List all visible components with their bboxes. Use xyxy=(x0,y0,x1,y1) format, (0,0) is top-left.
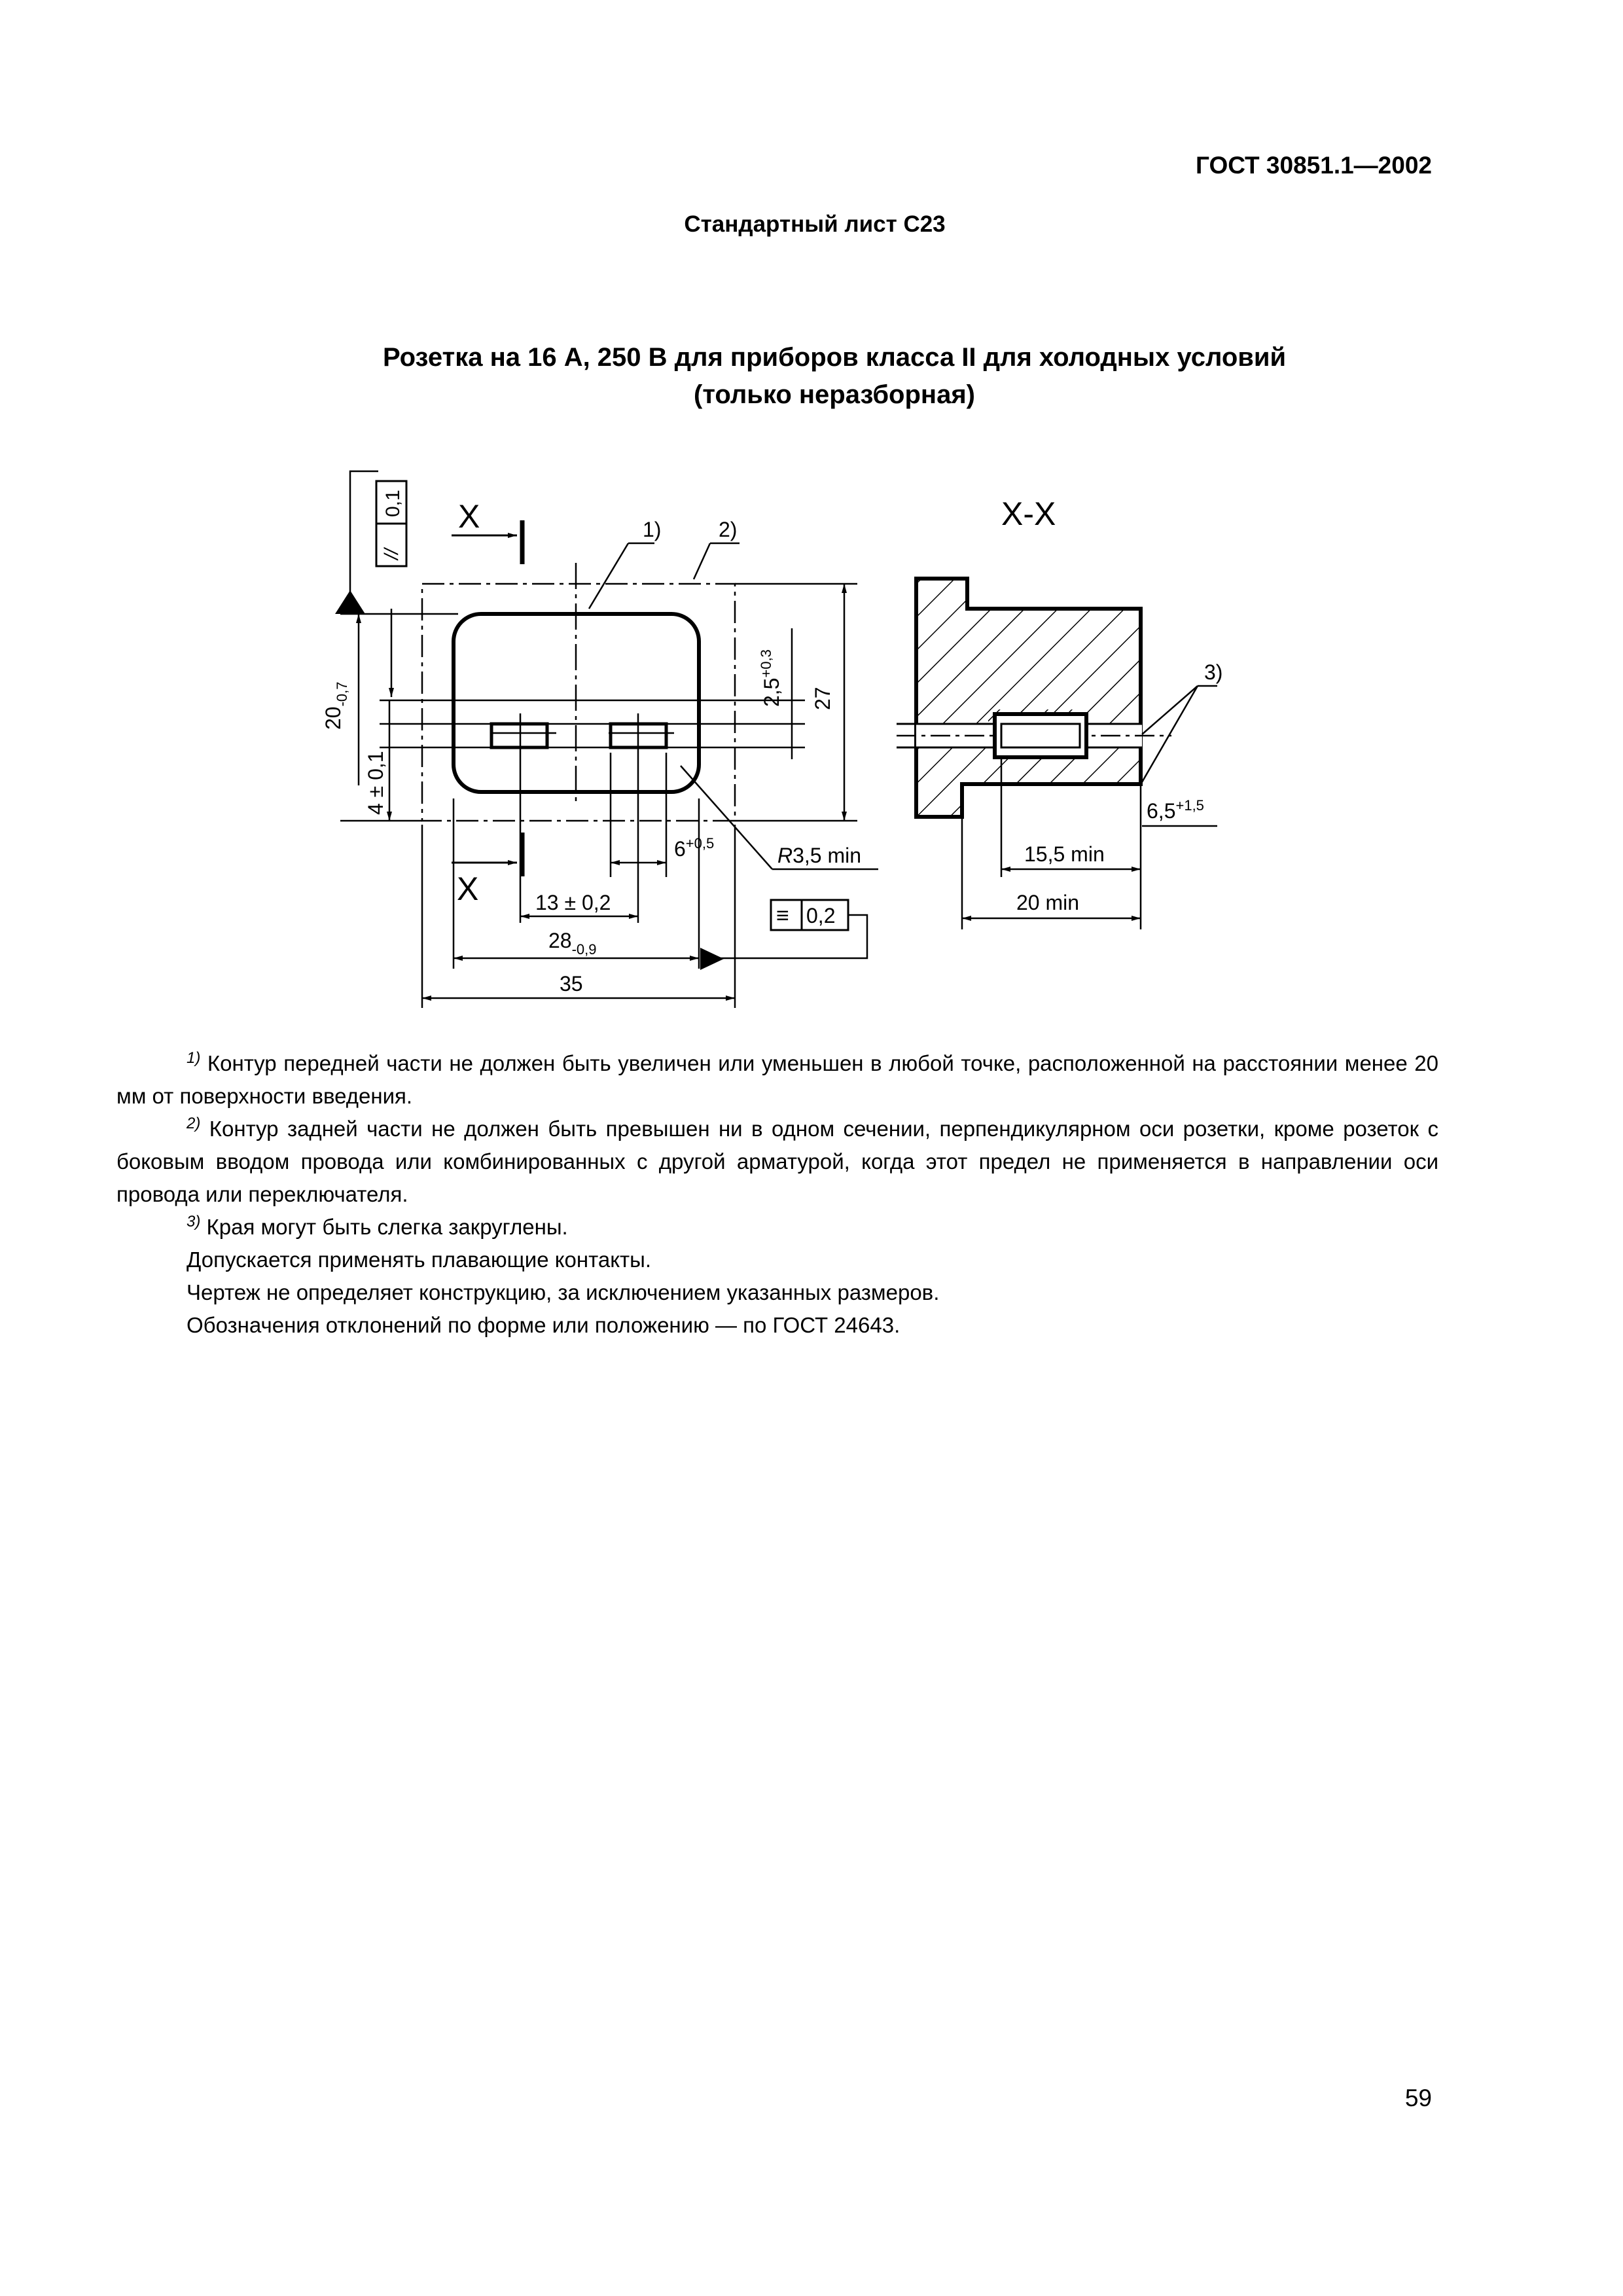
note-2: $^{2)}$ Контур задней части не должен быть превышен ни в одном сечении, перпендикулярном оси розетки, кроме розеток с боковым вводом провода или комбинированных с другой арматурой, когда этот предел не применяется в направлении оси провода или переключателя. xyxy=(116,1115,1439,1206)
note-1: $^{1)}$ Контур передней части не должен быть увеличен или уменьшен в любой точке, расположенной на расстоянии менее 20 мм от поверхности введения. xyxy=(116,1049,1438,1108)
dim-4: 4 ± 0,1 xyxy=(364,751,387,815)
callout-3: 3) xyxy=(1204,660,1223,684)
note-3: $^{3)}$ Края могут быть слегка закруглены. xyxy=(187,1213,568,1239)
dim-20: $20_{-0,7}$ xyxy=(321,681,350,730)
sheet-label: Стандартный лист С23 xyxy=(684,211,946,237)
section-body xyxy=(916,579,1141,817)
dim-15-5: 15,5 min xyxy=(1024,842,1105,866)
callout-2: 2) xyxy=(719,518,738,541)
datum-triangle-bottom xyxy=(700,948,724,970)
section-mark-bottom: X xyxy=(457,870,479,907)
note-5: Чертеж не определяет конструкцию, за исключением указанных размеров. xyxy=(187,1280,940,1304)
dim-35: 35 xyxy=(560,972,583,996)
dim-13: 13 ± 0,2 xyxy=(535,891,611,914)
pin-left xyxy=(491,724,547,747)
standard-number: ГОСТ 30851.1—2002 xyxy=(1195,152,1432,179)
section-mark-top: X xyxy=(458,498,480,535)
dim-28: $28_{-0,9}$ xyxy=(548,929,597,958)
note-6: Обозначения отклонений по форме или положению — по ГОСТ 24643. xyxy=(187,1313,901,1337)
note-4: Допускается применять плавающие контакты. xyxy=(187,1247,652,1272)
title-line-2: (только неразборная) xyxy=(694,380,975,409)
dim-20-tolerance: -0,7 xyxy=(334,681,350,707)
front-view xyxy=(340,471,878,1008)
title-line-1: Розетка на 16 А, 250 В для приборов класса II для холодных условий xyxy=(382,343,1287,372)
symmetry-value: 0,2 xyxy=(806,904,836,927)
footnotes xyxy=(116,1047,1438,1342)
dim-2-5-tolerance: +0,3 xyxy=(758,649,774,678)
dim-6-5-tolerance: +1,5 xyxy=(1175,797,1204,814)
datum-triangle xyxy=(335,590,365,614)
section-title: X-X xyxy=(1001,495,1056,532)
symmetry-symbol: ≡ xyxy=(776,903,789,928)
dim-28-tolerance: -0,9 xyxy=(571,941,597,958)
dim-6-5: $6,5^{+1,5}$ xyxy=(1147,797,1204,823)
dim-6-tolerance: +0,5 xyxy=(685,835,715,852)
parallelism-symbol: // xyxy=(381,548,402,560)
section-view xyxy=(897,579,1217,929)
section-pin xyxy=(995,714,1086,757)
technical-drawing xyxy=(0,0,1623,1021)
dim-radius: R3,5 min xyxy=(777,844,862,867)
page-number: 59 xyxy=(1404,2085,1432,2111)
dim-2-5: $2,5^{+0,3}$ xyxy=(758,649,783,707)
dim-6: $6^{+0,5}$ xyxy=(674,835,715,861)
dim-27: 27 xyxy=(811,687,834,710)
dim-20-min: 20 min xyxy=(1016,891,1080,914)
parallelism-value: 0,1 xyxy=(382,490,404,517)
callout-1: 1) xyxy=(643,518,662,541)
